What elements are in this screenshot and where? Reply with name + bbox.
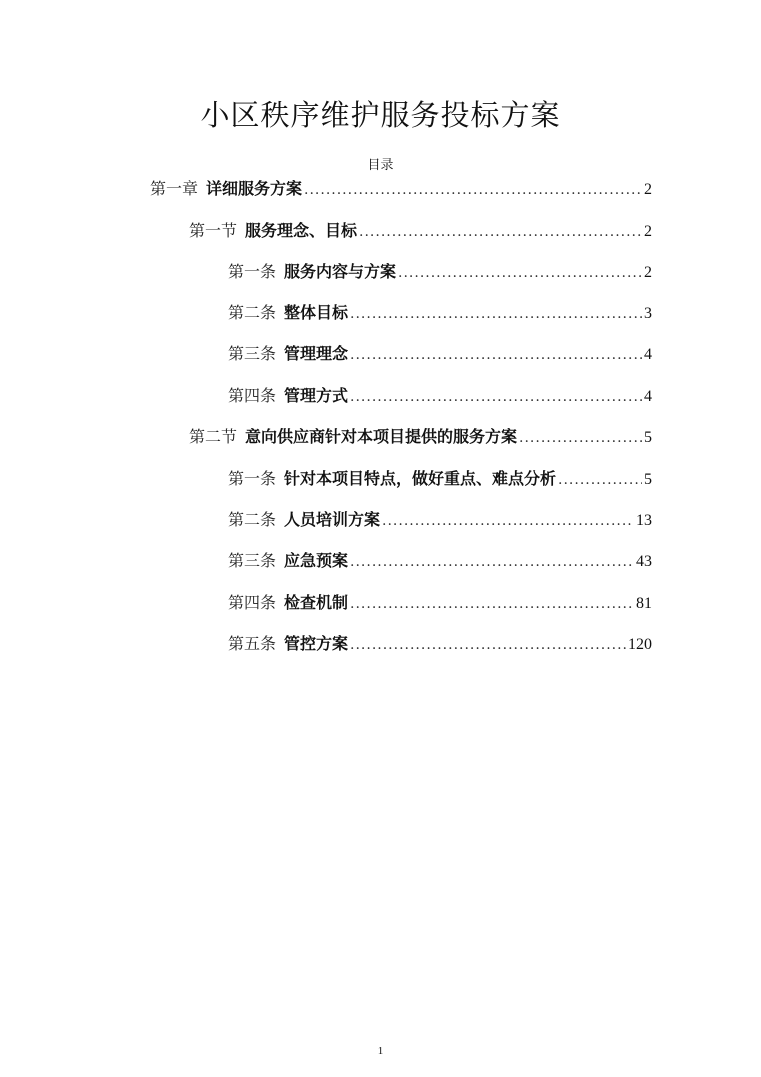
page-number: 1 xyxy=(377,1045,384,1057)
toc-leader-dots xyxy=(350,303,642,325)
toc-entry-page: 4 xyxy=(644,388,652,405)
toc-entry-title: 整体目标 xyxy=(284,303,349,322)
toc-leader-dots xyxy=(350,634,626,656)
toc-leader-dots xyxy=(398,262,642,284)
toc-entry-page: 43 xyxy=(636,553,652,570)
toc-entry-page: 2 xyxy=(644,264,652,281)
toc-entry-number: 第二条 xyxy=(228,303,277,322)
toc-entry-number: 第二节 xyxy=(189,427,238,446)
toc-leader-dots xyxy=(350,593,634,615)
toc-entry-number: 第一条 xyxy=(228,469,277,488)
toc-leader-dots xyxy=(350,386,642,408)
toc-entry-title: 人员培训方案 xyxy=(284,510,381,529)
toc-entry-number: 第四条 xyxy=(228,386,277,405)
toc-entry-page: 5 xyxy=(644,471,652,488)
toc-entry-title: 针对本项目特点，做好重点、难点分析 xyxy=(284,469,557,488)
toc-entry-article[interactable] xyxy=(228,302,652,324)
toc-entry-title: 管控方案 xyxy=(284,634,349,653)
toc-entry-chapter-1[interactable] xyxy=(150,178,652,200)
toc-entry-title: 应急预案 xyxy=(284,551,349,570)
toc-entry-page: 3 xyxy=(644,305,652,322)
toc-entry-page: 4 xyxy=(644,346,652,363)
toc-entry-article[interactable] xyxy=(228,592,652,614)
toc-entry-number: 第一节 xyxy=(189,221,238,240)
document-title: 小区秩序维护服务投标方案 xyxy=(200,98,561,132)
toc-entry-article[interactable] xyxy=(228,261,652,283)
toc-leader-dots xyxy=(519,427,642,449)
toc-entry-article[interactable] xyxy=(228,509,652,531)
toc-entry-article[interactable] xyxy=(228,385,652,407)
toc-entry-page: 2 xyxy=(644,223,652,240)
toc-entry-title: 意向供应商针对本项目提供的服务方案 xyxy=(245,427,518,446)
toc-entry-number: 第五条 xyxy=(228,634,277,653)
toc-entry-article[interactable] xyxy=(228,550,652,572)
toc-entry-title: 服务理念、目标 xyxy=(245,221,358,240)
toc-heading: 目录 xyxy=(367,158,394,173)
toc-entry-title: 管理方式 xyxy=(284,386,349,405)
toc-entry-title: 检查机制 xyxy=(284,593,349,612)
toc-entry-title: 服务内容与方案 xyxy=(284,262,397,281)
toc-entry-page: 2 xyxy=(644,181,652,198)
toc-entry-title: 详细服务方案 xyxy=(206,179,303,198)
toc-leader-dots xyxy=(304,179,642,201)
toc-entry-article[interactable] xyxy=(228,633,652,655)
toc-entry-number: 第一条 xyxy=(228,262,277,281)
toc-leader-dots xyxy=(350,344,642,366)
toc-entry-article[interactable] xyxy=(228,468,652,490)
toc-entry-article[interactable] xyxy=(228,343,652,365)
toc-leader-dots xyxy=(558,469,642,491)
toc-entry-number: 第三条 xyxy=(228,551,277,570)
toc-entry-page: 13 xyxy=(636,512,652,529)
toc-entry-title: 管理理念 xyxy=(284,344,349,363)
toc-entry-section-2[interactable] xyxy=(189,426,652,448)
toc-entry-page: 81 xyxy=(636,595,652,612)
toc-entry-number: 第一章 xyxy=(150,179,199,198)
toc-entry-page: 120 xyxy=(628,636,652,653)
toc-leader-dots xyxy=(382,510,634,532)
toc-entry-number: 第二条 xyxy=(228,510,277,529)
toc-leader-dots xyxy=(359,221,642,243)
toc-entry-page: 5 xyxy=(644,429,652,446)
toc-entry-number: 第四条 xyxy=(228,593,277,612)
toc-leader-dots xyxy=(350,551,634,573)
toc-entry-number: 第三条 xyxy=(228,344,277,363)
toc-entry-section-1[interactable] xyxy=(189,220,652,242)
